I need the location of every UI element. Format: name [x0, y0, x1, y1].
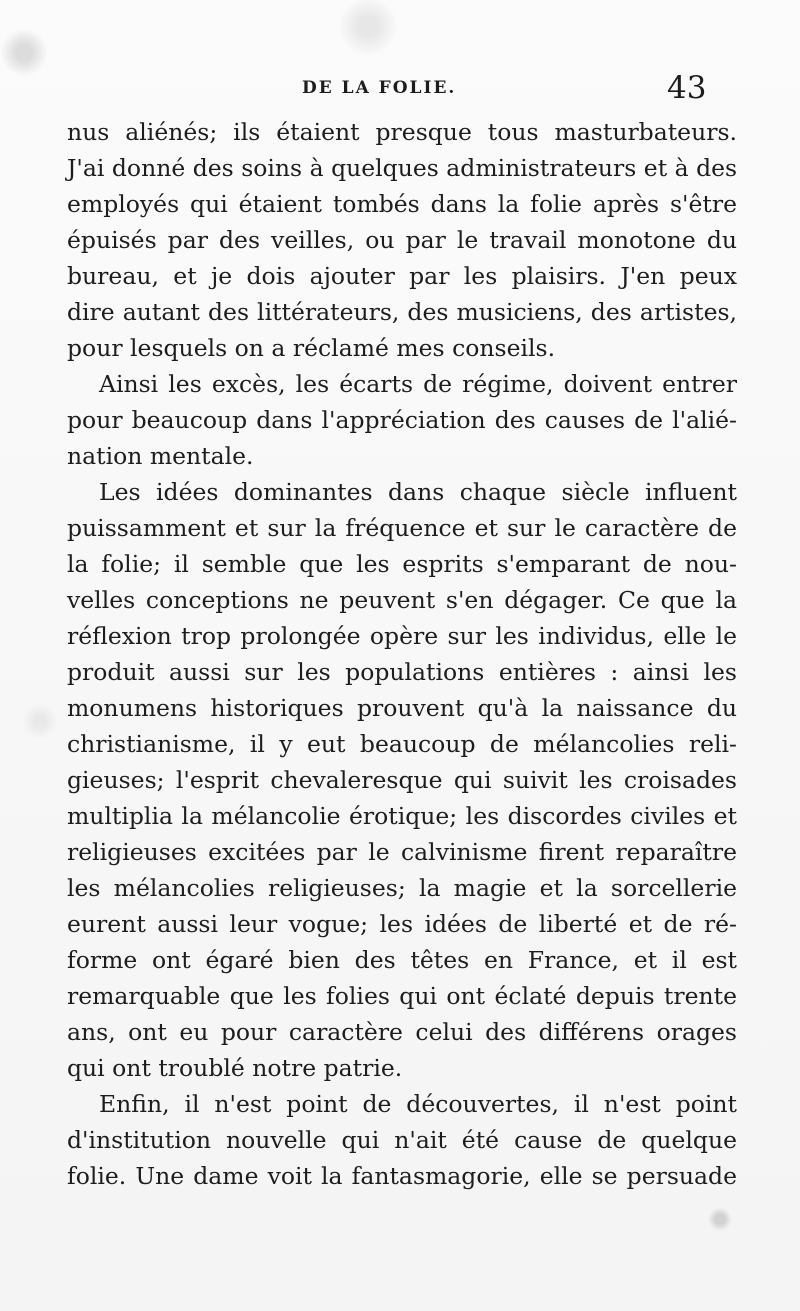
- text-line: employés qui étaient tombés dans la folie après s'être: [67, 190, 737, 218]
- text-line: produit aussi sur les populations entières : ainsi les: [67, 658, 737, 686]
- body-text: [67, 114, 737, 1194]
- text-line: pour lesquels on a réclamé mes conseils.: [67, 334, 556, 362]
- text-line: les mélancolies religieuses; la magie et la sorcellerie: [67, 874, 737, 902]
- text-line: gieuses; l'esprit chevaleresque qui suivit les croisades: [67, 766, 737, 794]
- text-line: nation mentale.: [67, 442, 254, 470]
- text-line: puissamment et sur la fréquence et sur le caractère de: [67, 514, 737, 542]
- text-line: qui ont troublé notre patrie.: [67, 1054, 403, 1082]
- text-line: bureau, et je dois ajouter par les plaisirs. J'en peux: [67, 262, 737, 290]
- text-line: velles conceptions ne peuvent s'en dégager. Ce que la: [67, 586, 737, 614]
- text-line: J'ai donné des soins à quelques administrateurs et à des: [67, 154, 738, 182]
- text-line: folie. Une dame voit la fantasmagorie, elle se persuade: [67, 1162, 737, 1190]
- text-line: pour beaucoup dans l'appréciation des causes de l'alié-: [67, 406, 737, 434]
- text-line: d'institution nouvelle qui n'ait été cause de quelque: [67, 1126, 737, 1154]
- page-header: [0, 72, 800, 112]
- page-number: 43: [667, 70, 707, 106]
- text-line: remarquable que les folies qui ont éclaté depuis trente: [67, 982, 737, 1010]
- text-line: réflexion trop prolongée opère sur les individus, elle le: [67, 622, 737, 650]
- text-line: la folie; il semble que les esprits s'emparant de nou-: [67, 550, 737, 578]
- text-line: dire autant des littérateurs, des musiciens, des artistes,: [67, 298, 737, 326]
- text-line: Ainsi les excès, les écarts de régime, doivent entrer: [99, 370, 737, 398]
- text-line: forme ont égaré bien des têtes en France, et il est: [67, 946, 737, 974]
- text-line: nus aliénés; ils étaient presque tous masturbateurs.: [67, 118, 737, 146]
- text-line: eurent aussi leur vogue; les idées de liberté et de ré-: [67, 910, 737, 938]
- text-line: ans, ont eu pour caractère celui des différens orages: [67, 1018, 737, 1046]
- text-line: Enfin, il n'est point de découvertes, il n'est point: [99, 1090, 737, 1118]
- text-line: Les idées dominantes dans chaque siècle influent: [99, 478, 737, 506]
- text-line: christianisme, il y eut beaucoup de mélancolies reli-: [67, 730, 737, 758]
- running-title: DE LA FOLIE.: [302, 78, 457, 98]
- text-line: monumens historiques prouvent qu'à la naissance du: [67, 694, 737, 722]
- text-line: multiplia la mélancolie érotique; les discordes civiles et: [67, 802, 737, 830]
- text-line: épuisés par des veilles, ou par le travail monotone du: [67, 226, 737, 254]
- text-line: religieuses excitées par le calvinisme firent reparaître: [67, 838, 737, 866]
